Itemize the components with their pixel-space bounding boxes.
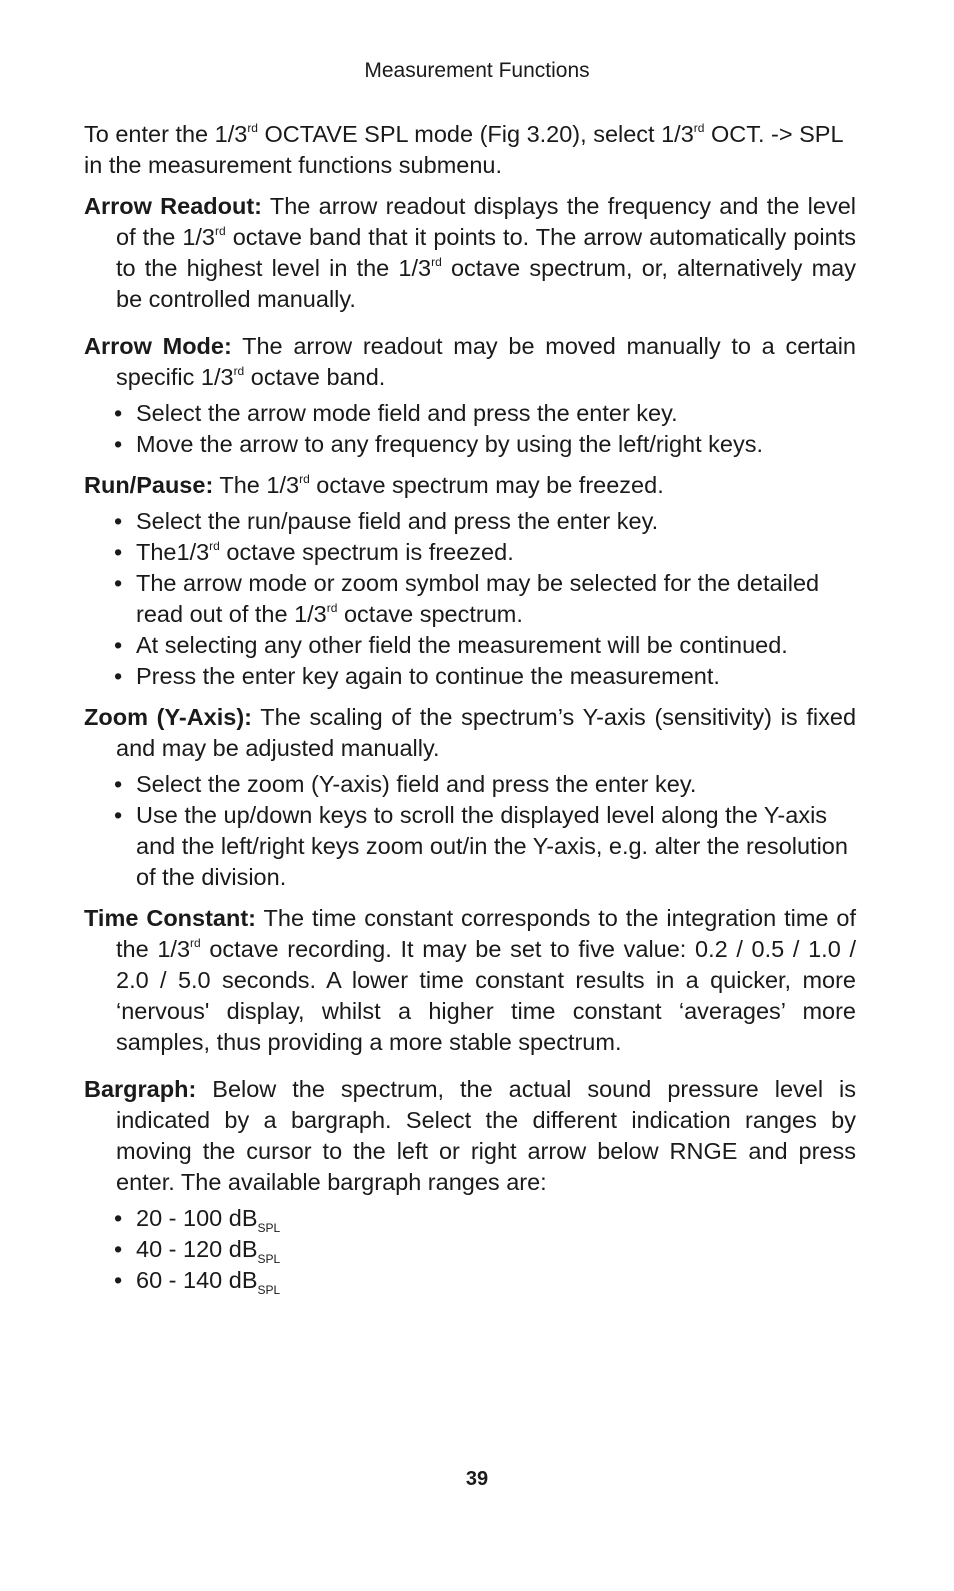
list-item: • Select the arrow mode field and press the enter key.	[84, 398, 856, 429]
arrow-readout-entry: Arrow Readout: The arrow readout displays the frequency and the level of the 1/3rd octave band that it points to. The arrow automatically points to the highest level in the 1/3rd octave spectrum, or, alternatively may be controlled manually.	[84, 193, 857, 312]
arrow-mode-list	[84, 398, 856, 460]
list-item: • The arrow mode or zoom symbol may be selected for the detailed read out of the 1/3rd octave spectrum.	[84, 568, 856, 630]
arrow-mode-term: Arrow Mode:	[84, 333, 232, 359]
list-item: • Press the enter key again to continue the measurement.	[84, 661, 856, 692]
list-item: • 20 - 100 $dB_{SPL}$	[84, 1203, 856, 1234]
list-item: • Move the arrow to any frequency by using the left/right keys.	[84, 429, 856, 460]
list-item: • The1/3rd octave spectrum is freezed.	[84, 537, 856, 568]
zoom-entry: Zoom (Y-Axis): The scaling of the spectrum’s Y-axis (sensitivity) is fixed and may be adjusted manually.	[84, 704, 857, 761]
list-item: • Use the up/down keys to scroll the displayed level along the Y-axis and the left/right keys zoom out/in the Y-axis, e.g. alter the resolution of the division.	[84, 800, 856, 893]
list-item: • 40 - 120 $dB_{SPL}$	[84, 1234, 856, 1265]
run-pause-list	[84, 506, 856, 692]
run-pause-entry: Run/Pause: The 1/3rd octave spectrum may be freezed.	[84, 472, 664, 498]
list-item: • At selecting any other field the measurement will be continued.	[84, 630, 856, 661]
zoom-term: Zoom (Y-Axis):	[84, 704, 253, 730]
list-item: • Select the zoom (Y-axis) field and press the enter key.	[84, 769, 856, 800]
bargraph-entry: Bargraph: Below the spectrum, the actual sound pressure level is indicated by a bargraph. Select the different indication ranges by moving the cursor to the left or right arrow below RNGE and press enter. The available bargraph ranges are:	[84, 1076, 856, 1195]
arrow-mode-entry: Arrow Mode: The arrow readout may be moved manually to a certain specific 1/3rd octave band.	[84, 333, 856, 390]
list-item: • 60 - 140 $dB_{SPL}$	[84, 1265, 856, 1296]
page-content	[84, 119, 856, 1296]
time-constant-entry: Time Constant: The time constant corresponds to the integration time of the 1/3rd octave recording. It may be set to five value: 0.2 / 0.5 / 1.0 / 2.0 / 5.0 seconds. A lower time constant results in a quicker, more ‘nervous' display, whilst a higher time constant ‘averages’ more samples, thus providing a more stable spectrum.	[84, 905, 857, 1055]
bargraph-term: Bargraph:	[84, 1076, 197, 1102]
list-item: • Select the run/pause field and press the enter key.	[84, 506, 856, 537]
run-pause-term: Run/Pause:	[84, 472, 214, 498]
intro-paragraph: To enter the 1/3rd OCTAVE SPL mode (Fig 3.20), select 1/3rd OCT. -> SPL in the measurement functions submenu.	[84, 121, 843, 178]
zoom-list	[84, 769, 856, 893]
bargraph-ranges-list	[84, 1203, 856, 1296]
time-constant-term: Time Constant:	[84, 905, 257, 931]
page-number: 39	[465, 1468, 489, 1490]
arrow-readout-term: Arrow Readout:	[84, 193, 262, 219]
page-header: Measurement Functions	[364, 59, 590, 82]
